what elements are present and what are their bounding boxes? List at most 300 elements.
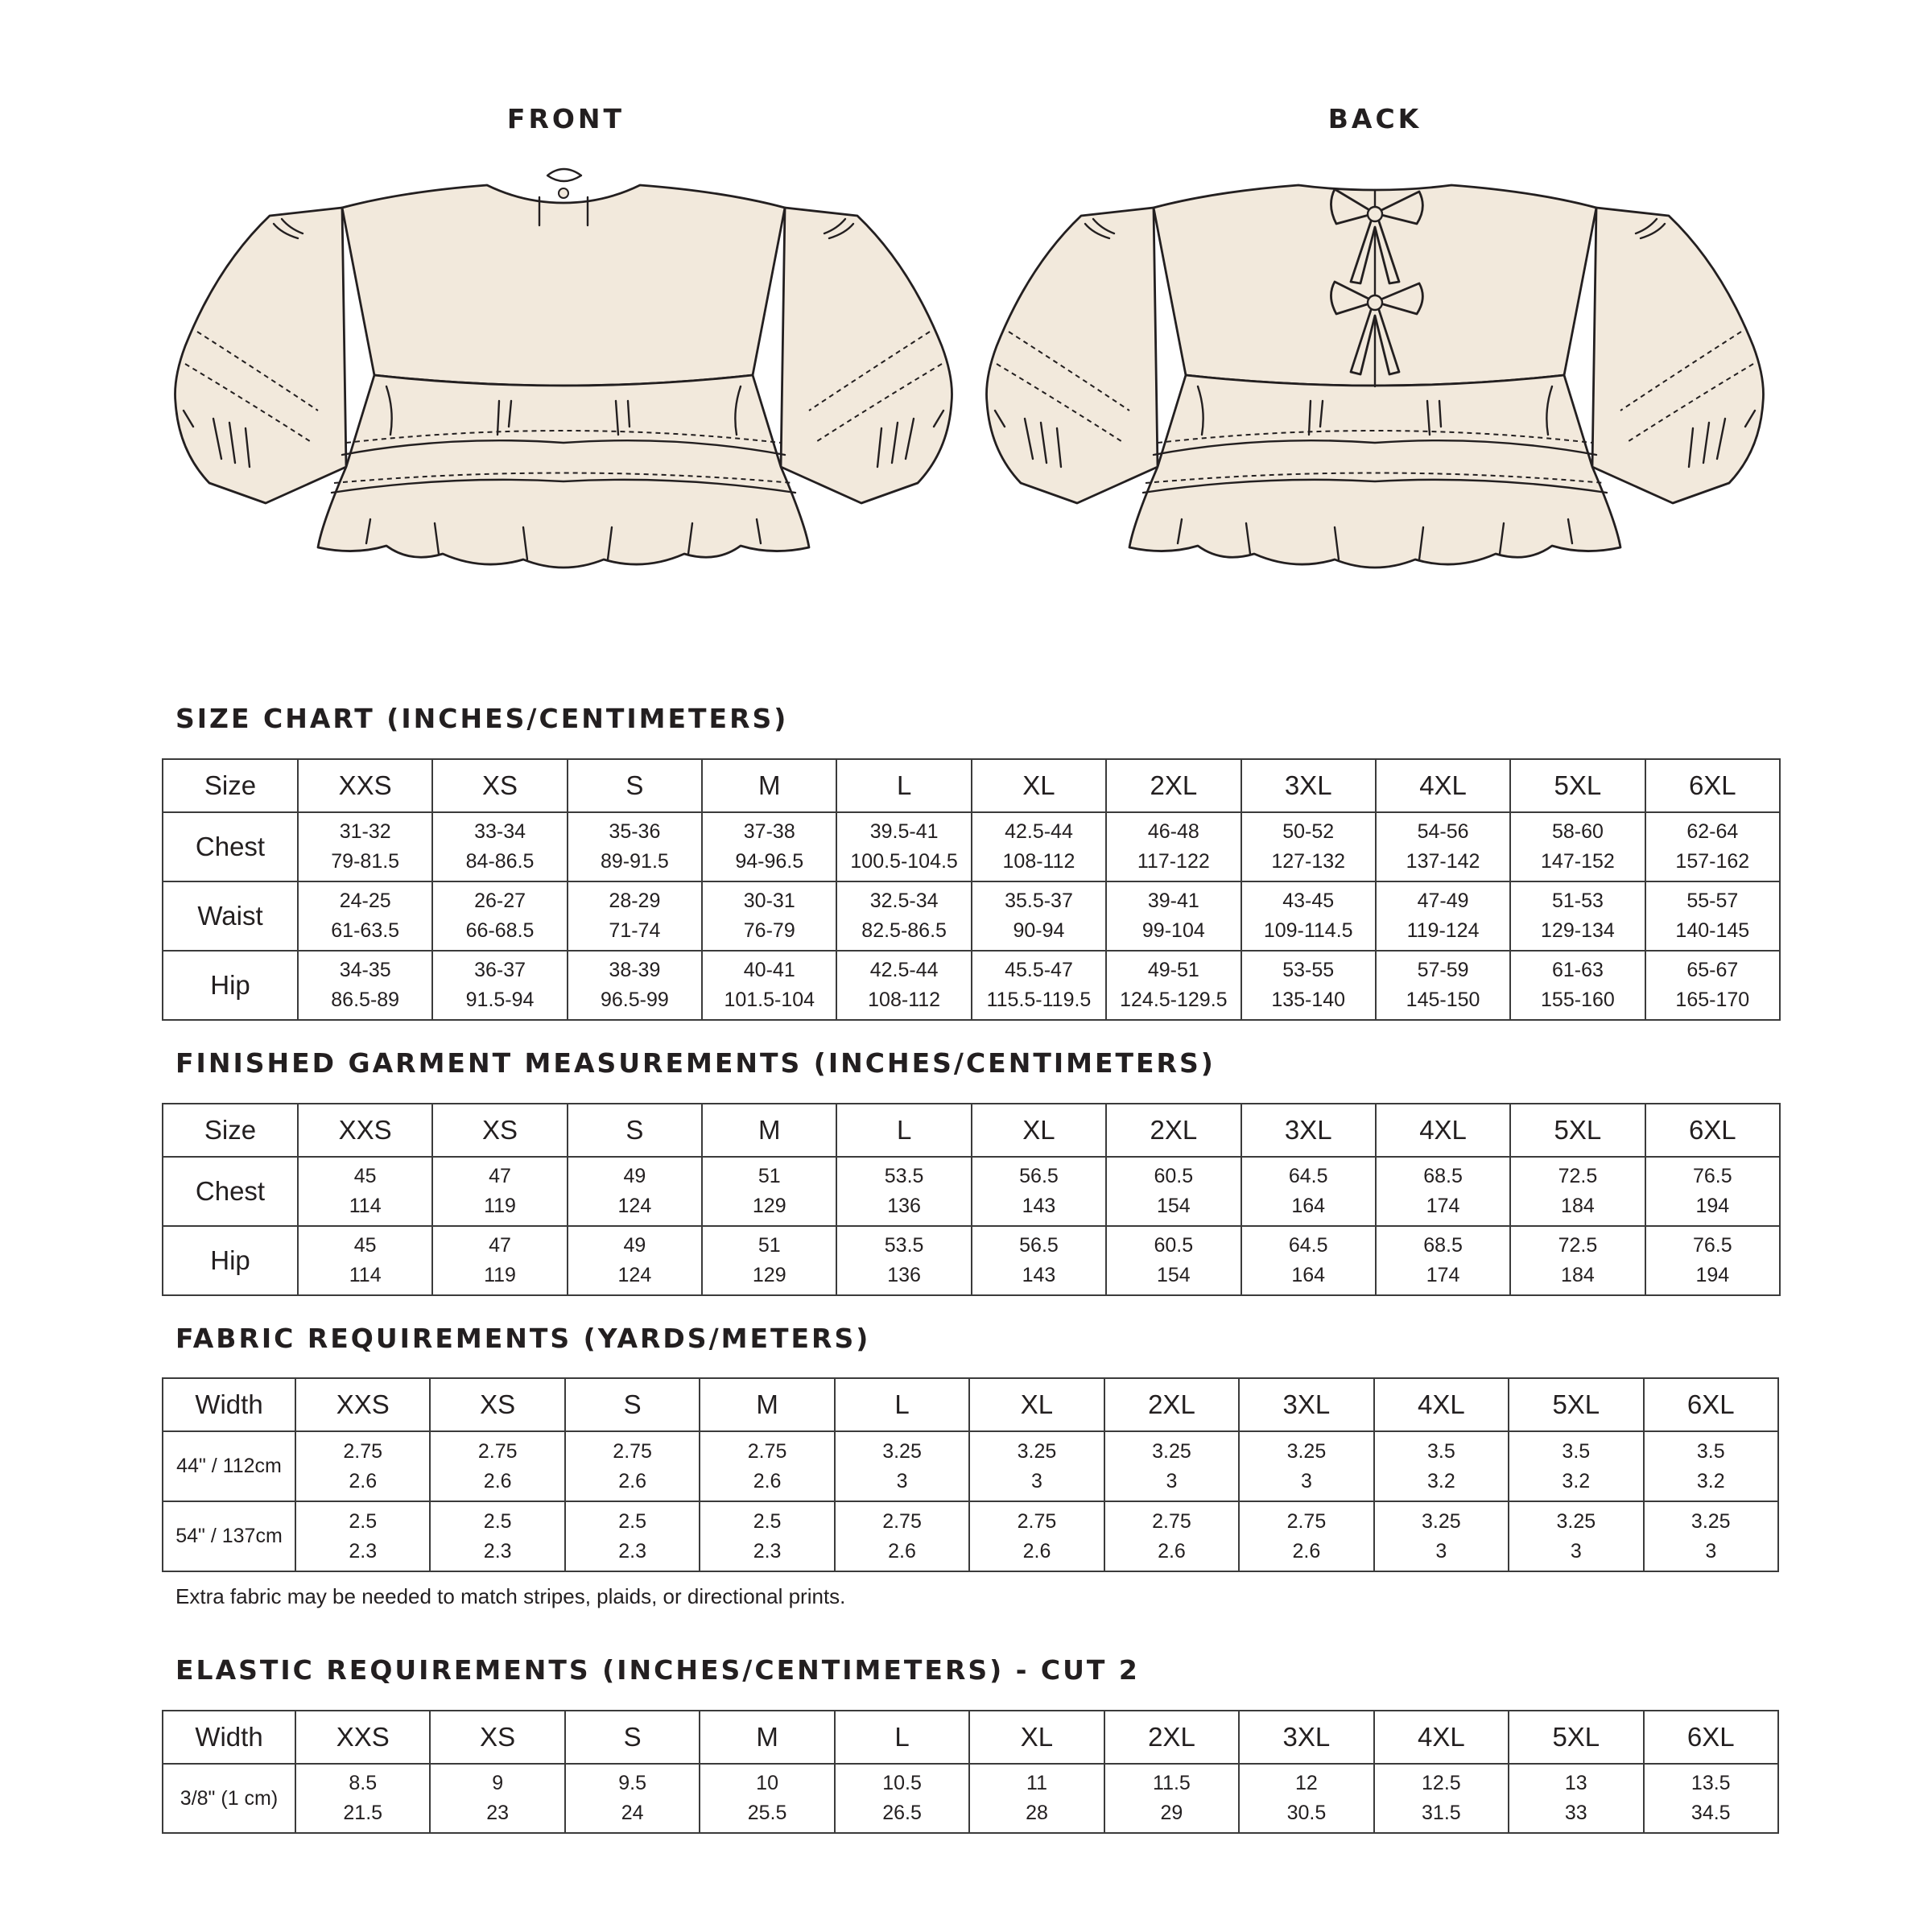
table-cell xyxy=(430,1501,564,1571)
imperial-value: 30-31 xyxy=(743,890,795,912)
table-cell xyxy=(568,1226,702,1295)
table-cell xyxy=(432,881,567,951)
finished-size-header: 6XL xyxy=(1645,1104,1780,1157)
imperial-value: 40-41 xyxy=(743,959,795,981)
fabric-size-header: 6XL xyxy=(1644,1378,1778,1431)
table-cell xyxy=(1376,812,1510,881)
metric-value: 90-94 xyxy=(1013,919,1065,942)
fabric-size-header: 2XL xyxy=(1104,1378,1239,1431)
table-cell xyxy=(700,1501,834,1571)
size_chart-row-label: Chest xyxy=(163,812,298,881)
imperial-value: 76.5 xyxy=(1692,1234,1732,1257)
table-row xyxy=(163,951,1780,1020)
imperial-value: 3.5 xyxy=(1562,1439,1591,1463)
metric-value: 3.2 xyxy=(1696,1469,1725,1492)
imperial-value: 54-56 xyxy=(1417,820,1469,843)
size_chart-row-label: Hip xyxy=(163,951,298,1020)
fabric-note: Extra fabric may be needed to match stripes, plaids, or directional prints. xyxy=(175,1584,846,1608)
metric-value: 137-142 xyxy=(1406,850,1480,873)
metric-value: 76-79 xyxy=(743,919,795,942)
imperial-value: 50-52 xyxy=(1282,820,1335,843)
size_chart-size-header: M xyxy=(702,759,836,812)
fabric-header-row xyxy=(163,1378,1778,1431)
table-cell xyxy=(836,812,971,881)
table-row xyxy=(163,1501,1778,1571)
metric-value: 184 xyxy=(1561,1264,1595,1286)
metric-value: 108-112 xyxy=(868,989,941,1011)
metric-value: 2.6 xyxy=(483,1469,512,1492)
metric-value: 3 xyxy=(1031,1469,1042,1492)
table-cell xyxy=(1509,1501,1643,1571)
metric-value: 94-96.5 xyxy=(735,850,804,873)
imperial-value: 39.5-41 xyxy=(869,820,939,843)
finished-size-header: 2XL xyxy=(1106,1104,1241,1157)
imperial-value: 60.5 xyxy=(1154,1234,1194,1257)
table-cell xyxy=(969,1501,1104,1571)
table-cell xyxy=(1376,951,1510,1020)
table-cell xyxy=(430,1764,564,1833)
imperial-value: 61-63 xyxy=(1551,959,1604,981)
table-cell xyxy=(298,812,432,881)
table-cell xyxy=(1645,1157,1780,1226)
metric-value: 129-134 xyxy=(1541,919,1615,942)
table-cell xyxy=(432,812,567,881)
table-row xyxy=(163,1431,1778,1501)
table-cell xyxy=(702,1226,836,1295)
table-cell xyxy=(298,951,432,1020)
table-cell xyxy=(1106,812,1241,881)
table-cell xyxy=(1241,881,1376,951)
finished-row-label: Chest xyxy=(163,1157,298,1226)
table-cell xyxy=(972,812,1106,881)
table-cell xyxy=(298,1226,432,1295)
table-cell xyxy=(836,1226,971,1295)
table-cell xyxy=(835,1764,969,1833)
finished-size-header: 5XL xyxy=(1510,1104,1645,1157)
imperial-value: 3.25 xyxy=(1152,1439,1191,1463)
imperial-value: 12.5 xyxy=(1422,1772,1461,1794)
table-cell xyxy=(1645,881,1780,951)
metric-value: 86.5-89 xyxy=(331,989,400,1011)
metric-value: 3 xyxy=(1300,1469,1312,1492)
fabric-size-header: XS xyxy=(430,1378,564,1431)
metric-value: 99-104 xyxy=(1141,919,1205,942)
elastic-size-header: M xyxy=(700,1711,834,1764)
metric-value: 135-140 xyxy=(1271,989,1346,1011)
imperial-value: 2.5 xyxy=(483,1509,512,1533)
elastic-header-row xyxy=(163,1711,1778,1764)
imperial-value: 36-37 xyxy=(474,959,526,981)
imperial-value: 35.5-37 xyxy=(1005,890,1073,912)
imperial-value: 12 xyxy=(1294,1772,1318,1794)
metric-value: 119-124 xyxy=(1406,919,1480,942)
table-cell xyxy=(1374,1431,1509,1501)
table-cell xyxy=(298,1157,432,1226)
imperial-value: 64.5 xyxy=(1288,1165,1328,1187)
table-cell xyxy=(700,1764,834,1833)
metric-value: 2.6 xyxy=(1022,1539,1051,1563)
metric-value: 119 xyxy=(484,1195,516,1217)
metric-value: 3 xyxy=(1705,1539,1717,1563)
table-cell xyxy=(969,1764,1104,1833)
table-cell xyxy=(836,881,971,951)
imperial-value: 60.5 xyxy=(1154,1165,1194,1187)
size_chart-size-header: XS xyxy=(432,759,567,812)
metric-value: 25.5 xyxy=(747,1802,787,1824)
metric-value: 154 xyxy=(1156,1264,1191,1286)
elastic-size-header: 3XL xyxy=(1239,1711,1373,1764)
imperial-value: 3.25 xyxy=(1556,1509,1596,1533)
table-cell xyxy=(1376,1226,1510,1295)
front-garment-illustration xyxy=(161,145,966,596)
imperial-value: 3.25 xyxy=(1286,1439,1327,1463)
finished-header-label: Size xyxy=(163,1104,298,1157)
table-cell xyxy=(1104,1501,1239,1571)
imperial-value: 45.5-47 xyxy=(1005,959,1073,981)
imperial-value: 42.5-44 xyxy=(869,959,939,981)
table-cell xyxy=(1104,1431,1239,1501)
table-cell xyxy=(1510,812,1645,881)
table-cell xyxy=(1106,1226,1241,1295)
table-cell xyxy=(568,951,702,1020)
metric-value: 2.6 xyxy=(1292,1539,1321,1563)
table-cell xyxy=(1510,1226,1645,1295)
imperial-value: 51-53 xyxy=(1551,890,1604,912)
metric-value: 91.5-94 xyxy=(465,989,535,1011)
table-cell xyxy=(1376,881,1510,951)
elastic-requirements-title: ELASTIC REQUIREMENTS (INCHES/CENTIMETERS) - CUT 2 xyxy=(175,1654,1140,1686)
imperial-value: 3.25 xyxy=(1690,1509,1731,1533)
elastic-size-header: 5XL xyxy=(1509,1711,1643,1764)
table-cell xyxy=(295,1764,430,1833)
finished-measurements-title: FINISHED GARMENT MEASUREMENTS (INCHES/CENTIMETERS) xyxy=(175,1047,1216,1079)
table-cell xyxy=(1104,1764,1239,1833)
imperial-value: 3.25 xyxy=(1017,1439,1057,1463)
imperial-value: 13.5 xyxy=(1690,1772,1731,1794)
table-cell xyxy=(1645,812,1780,881)
table-row xyxy=(163,1226,1780,1295)
metric-value: 96.5-99 xyxy=(601,989,669,1011)
table-cell xyxy=(1644,1501,1778,1571)
fabric-size-header: XXS xyxy=(295,1378,430,1431)
metric-value: 3 xyxy=(896,1469,908,1492)
size_chart-size-header: 5XL xyxy=(1510,759,1645,812)
fabric-row-label: 44" / 112cm xyxy=(163,1431,295,1501)
finished-size-header: XL xyxy=(972,1104,1106,1157)
table-cell xyxy=(1241,1157,1376,1226)
imperial-value: 31-32 xyxy=(339,820,391,843)
back-view-label: BACK xyxy=(1327,103,1422,134)
imperial-value: 9 xyxy=(492,1772,504,1794)
table-cell xyxy=(700,1431,834,1501)
metric-value: 129 xyxy=(752,1264,786,1286)
metric-value: 2.3 xyxy=(753,1539,782,1563)
finished-header-row xyxy=(163,1104,1780,1157)
table-cell xyxy=(972,951,1106,1020)
imperial-value: 3.25 xyxy=(1422,1509,1461,1533)
imperial-value: 56.5 xyxy=(1019,1165,1059,1187)
table-cell xyxy=(1510,1157,1645,1226)
imperial-value: 42.5-44 xyxy=(1005,820,1073,843)
metric-value: 143 xyxy=(1022,1264,1056,1286)
elastic-size-header: XXS xyxy=(295,1711,430,1764)
elastic-size-header: 6XL xyxy=(1644,1711,1778,1764)
finished-size-header: 4XL xyxy=(1376,1104,1510,1157)
metric-value: 119 xyxy=(484,1264,516,1286)
size_chart-size-header: XL xyxy=(972,759,1106,812)
metric-value: 2.3 xyxy=(349,1539,378,1563)
metric-value: 28 xyxy=(1026,1802,1048,1824)
imperial-value: 2.75 xyxy=(1017,1509,1057,1533)
metric-value: 174 xyxy=(1426,1195,1460,1217)
metric-value: 61-63.5 xyxy=(331,919,400,942)
table-cell xyxy=(1241,1226,1376,1295)
size_chart-size-header: 6XL xyxy=(1645,759,1780,812)
imperial-value: 2.5 xyxy=(618,1509,647,1533)
metric-value: 2.3 xyxy=(618,1539,647,1563)
imperial-value: 49 xyxy=(623,1165,646,1187)
metric-value: 3.2 xyxy=(1562,1469,1591,1492)
table-cell xyxy=(565,1501,700,1571)
metric-value: 114 xyxy=(349,1264,382,1286)
imperial-value: 3.5 xyxy=(1426,1439,1455,1463)
imperial-value: 51 xyxy=(758,1165,781,1187)
fabric-size-header: 3XL xyxy=(1239,1378,1373,1431)
table-cell xyxy=(972,1157,1106,1226)
imperial-value: 2.75 xyxy=(882,1509,922,1533)
imperial-value: 49-51 xyxy=(1147,959,1199,981)
table-cell xyxy=(1239,1501,1373,1571)
table-cell xyxy=(1645,951,1780,1020)
finished-size-header: L xyxy=(836,1104,971,1157)
metric-value: 34.5 xyxy=(1690,1802,1731,1824)
elastic-size-header: L xyxy=(835,1711,969,1764)
imperial-value: 33-34 xyxy=(474,820,526,843)
metric-value: 3 xyxy=(1166,1469,1178,1492)
imperial-value: 45 xyxy=(353,1234,377,1257)
metric-value: 164 xyxy=(1291,1264,1326,1286)
table-cell xyxy=(565,1431,700,1501)
imperial-value: 37-38 xyxy=(743,820,795,843)
table-cell xyxy=(1241,812,1376,881)
metric-value: 174 xyxy=(1426,1264,1460,1286)
table-cell xyxy=(1509,1431,1643,1501)
metric-value: 124 xyxy=(617,1264,652,1286)
table-cell xyxy=(1510,881,1645,951)
table-cell xyxy=(295,1431,430,1501)
imperial-value: 45 xyxy=(353,1165,377,1187)
metric-value: 2.3 xyxy=(483,1539,512,1563)
imperial-value: 2.5 xyxy=(753,1509,782,1533)
table-cell xyxy=(568,1157,702,1226)
finished-size-header: XS xyxy=(432,1104,567,1157)
imperial-value: 3.5 xyxy=(1696,1439,1725,1463)
elastic-size-header: 2XL xyxy=(1104,1711,1239,1764)
size-chart-header-label: Size xyxy=(163,759,298,812)
metric-value: 164 xyxy=(1291,1195,1326,1217)
table-cell xyxy=(1644,1431,1778,1501)
table-cell xyxy=(1374,1501,1509,1571)
back-garment-illustration xyxy=(972,145,1777,596)
metric-value: 21.5 xyxy=(343,1802,383,1824)
metric-value: 114 xyxy=(349,1195,382,1217)
imperial-value: 58-60 xyxy=(1551,820,1604,843)
metric-value: 33 xyxy=(1564,1802,1587,1824)
imperial-value: 28-29 xyxy=(609,890,661,912)
metric-value: 165-170 xyxy=(1675,989,1750,1011)
metric-value: 157-162 xyxy=(1675,850,1750,873)
fabric-size-header: S xyxy=(565,1378,700,1431)
metric-value: 124 xyxy=(617,1195,652,1217)
imperial-value: 47 xyxy=(489,1165,511,1187)
table-cell xyxy=(1645,1226,1780,1295)
size_chart-size-header: XXS xyxy=(298,759,432,812)
metric-value: 29 xyxy=(1160,1802,1183,1824)
metric-value: 100.5-104.5 xyxy=(850,850,958,873)
table-row xyxy=(163,1764,1778,1833)
table-row xyxy=(163,812,1780,881)
table-cell xyxy=(1376,1157,1510,1226)
table-cell xyxy=(969,1431,1104,1501)
imperial-value: 32.5-34 xyxy=(869,890,939,912)
imperial-value: 8.5 xyxy=(349,1772,378,1794)
imperial-value: 13 xyxy=(1564,1772,1587,1794)
table-cell xyxy=(1239,1431,1373,1501)
metric-value: 82.5-86.5 xyxy=(861,919,947,942)
imperial-value: 64.5 xyxy=(1288,1234,1328,1257)
metric-value: 2.6 xyxy=(1158,1539,1186,1563)
metric-value: 2.6 xyxy=(753,1469,782,1492)
imperial-value: 57-59 xyxy=(1417,959,1469,981)
fabric-size-header: 4XL xyxy=(1374,1378,1509,1431)
table-row xyxy=(163,1157,1780,1226)
metric-value: 2.6 xyxy=(618,1469,647,1492)
table-cell xyxy=(835,1501,969,1571)
metric-value: 3.2 xyxy=(1426,1469,1455,1492)
table-cell xyxy=(1106,1157,1241,1226)
table-cell xyxy=(1510,951,1645,1020)
imperial-value: 2.75 xyxy=(1286,1509,1327,1533)
imperial-value: 3.25 xyxy=(882,1439,922,1463)
fabric-size-header: 5XL xyxy=(1509,1378,1643,1431)
imperial-value: 47-49 xyxy=(1417,890,1469,912)
metric-value: 2.6 xyxy=(888,1539,916,1563)
size-chart-header-row xyxy=(163,759,1780,812)
imperial-value: 72.5 xyxy=(1558,1165,1598,1187)
imperial-value: 56.5 xyxy=(1019,1234,1059,1257)
metric-value: 136 xyxy=(887,1195,921,1217)
table-cell xyxy=(298,881,432,951)
metric-value: 184 xyxy=(1561,1195,1595,1217)
table-cell xyxy=(702,1157,836,1226)
imperial-value: 2.5 xyxy=(349,1509,378,1533)
imperial-value: 39-41 xyxy=(1147,890,1199,912)
imperial-value: 38-39 xyxy=(609,959,661,981)
metric-value: 145-150 xyxy=(1406,989,1480,1011)
finished-row-label: Hip xyxy=(163,1226,298,1295)
table-cell xyxy=(702,812,836,881)
metric-value: 3 xyxy=(1570,1539,1582,1563)
imperial-value: 10 xyxy=(756,1772,778,1794)
table-cell xyxy=(1106,881,1241,951)
metric-value: 147-152 xyxy=(1541,850,1615,873)
table-cell xyxy=(432,951,567,1020)
size-chart-table xyxy=(162,758,1781,1021)
imperial-value: 62-64 xyxy=(1686,820,1739,843)
size_chart-size-header: L xyxy=(836,759,971,812)
finished-measurements-table xyxy=(162,1103,1781,1296)
imperial-value: 26-27 xyxy=(474,890,526,912)
metric-value: 24 xyxy=(621,1802,644,1824)
size_chart-size-header: 4XL xyxy=(1376,759,1510,812)
elastic-size-header: 4XL xyxy=(1374,1711,1509,1764)
table-cell xyxy=(1239,1764,1373,1833)
metric-value: 84-86.5 xyxy=(465,850,535,873)
table-cell xyxy=(835,1431,969,1501)
imperial-value: 11 xyxy=(1026,1772,1047,1794)
imperial-value: 46-48 xyxy=(1147,820,1199,843)
finished-size-header: XXS xyxy=(298,1104,432,1157)
metric-value: 31.5 xyxy=(1422,1802,1461,1824)
size-chart-title: SIZE CHART (INCHES/CENTIMETERS) xyxy=(175,703,789,734)
size_chart-row-label: Waist xyxy=(163,881,298,951)
fabric-header-label: Width xyxy=(163,1378,295,1431)
metric-value: 108-112 xyxy=(1002,850,1075,873)
imperial-value: 2.75 xyxy=(613,1439,652,1463)
fabric-row-label: 54" / 137cm xyxy=(163,1501,295,1571)
metric-value: 30.5 xyxy=(1286,1802,1327,1824)
imperial-value: 68.5 xyxy=(1423,1165,1463,1187)
metric-value: 129 xyxy=(752,1195,786,1217)
metric-value: 154 xyxy=(1156,1195,1191,1217)
metric-value: 66-68.5 xyxy=(465,919,535,942)
size_chart-size-header: S xyxy=(568,759,702,812)
fabric-requirements-title: FABRIC REQUIREMENTS (YARDS/METERS) xyxy=(175,1323,871,1354)
finished-size-header: S xyxy=(568,1104,702,1157)
imperial-value: 24-25 xyxy=(339,890,391,912)
imperial-value: 53.5 xyxy=(884,1165,924,1187)
imperial-value: 34-35 xyxy=(339,959,391,981)
imperial-value: 47 xyxy=(489,1234,511,1257)
metric-value: 23 xyxy=(486,1802,510,1824)
metric-value: 89-91.5 xyxy=(601,850,669,873)
imperial-value: 76.5 xyxy=(1692,1165,1732,1187)
metric-value: 79-81.5 xyxy=(331,850,400,873)
table-cell xyxy=(295,1501,430,1571)
imperial-value: 2.75 xyxy=(343,1439,383,1463)
metric-value: 194 xyxy=(1695,1264,1730,1286)
imperial-value: 65-67 xyxy=(1686,959,1739,981)
imperial-value: 2.75 xyxy=(477,1439,518,1463)
fabric-size-header: M xyxy=(700,1378,834,1431)
table-cell xyxy=(1241,951,1376,1020)
imperial-value: 43-45 xyxy=(1282,890,1335,912)
table-cell xyxy=(1106,951,1241,1020)
front-view-label: FRONT xyxy=(506,103,625,134)
finished-size-header: M xyxy=(702,1104,836,1157)
finished-size-header: 3XL xyxy=(1241,1104,1376,1157)
metric-value: 26.5 xyxy=(882,1802,922,1824)
metric-value: 127-132 xyxy=(1271,850,1346,873)
table-cell xyxy=(1509,1764,1643,1833)
table-cell xyxy=(836,1157,971,1226)
table-cell xyxy=(702,951,836,1020)
metric-value: 71-74 xyxy=(609,919,661,942)
table-cell xyxy=(1374,1764,1509,1833)
metric-value: 3 xyxy=(1435,1539,1447,1563)
elastic-size-header: XS xyxy=(430,1711,564,1764)
fabric-size-header: L xyxy=(835,1378,969,1431)
